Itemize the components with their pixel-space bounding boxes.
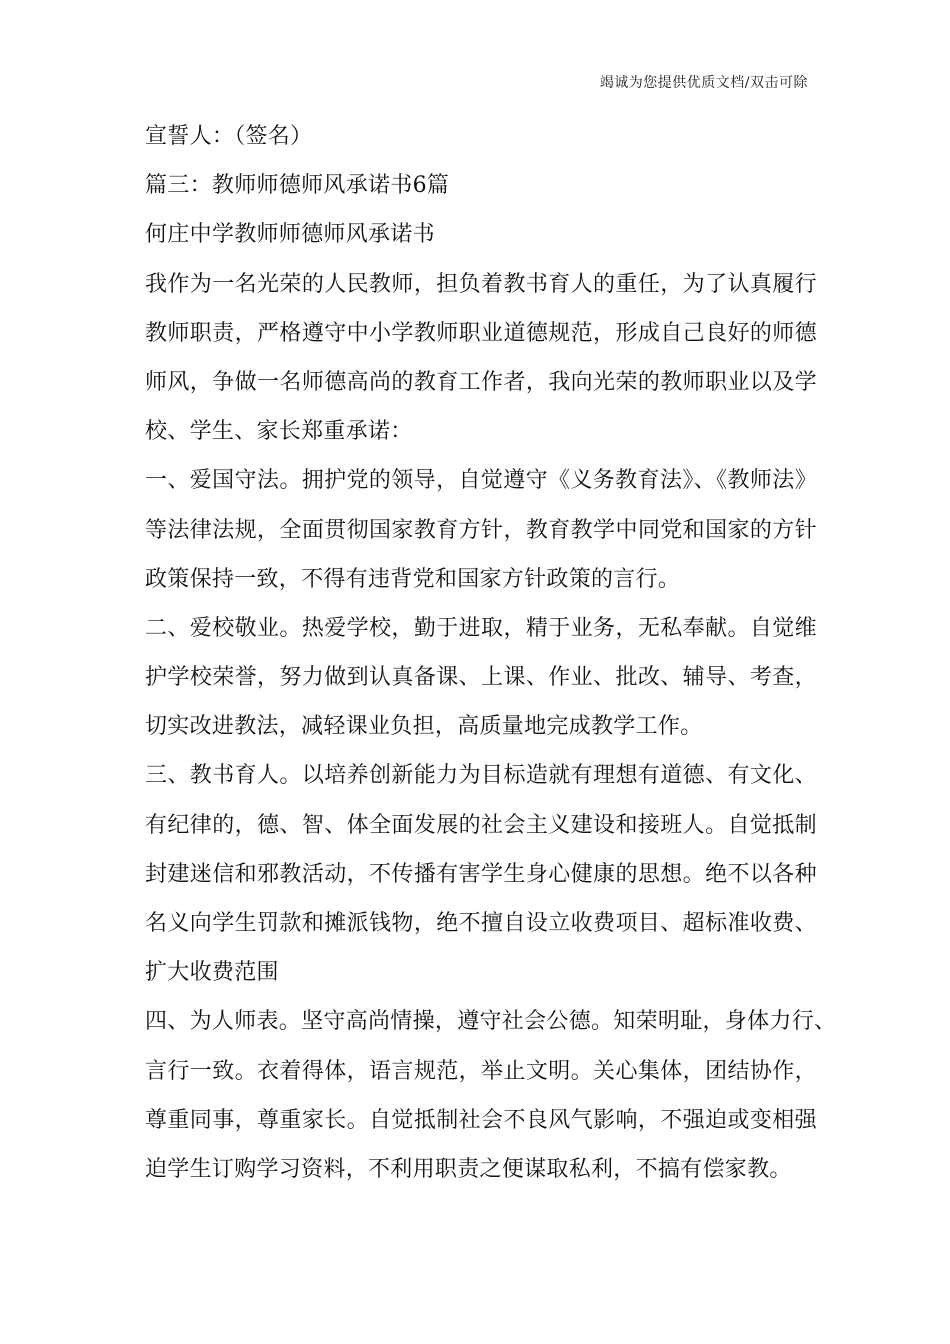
- pledge-1-line: 等法律法规，全面贯彻国家教育方针，教育教学中同党和国家的方针: [145, 517, 817, 543]
- intro-paragraph-line: 教师职责，严格遵守中小学教师职业道德规范，形成自己良好的师德: [145, 320, 817, 346]
- section-title: 篇三：教师师德师风承诺书6篇: [145, 173, 450, 199]
- oath-signature-line: 宣誓人：（签名）: [145, 124, 313, 149]
- pledge-3-line: 名义向学生罚款和摊派钱物，绝不擅自设立收费项目、超标准收费、: [145, 911, 817, 936]
- pledge-2-line: 二、爱校敬业。热爱学校，勤于进取，精于业务，无私奉献。自觉维: [145, 615, 817, 641]
- header-note: 竭诚为您提供优质文档/双击可除: [599, 75, 808, 91]
- pledge-4-line: 尊重同事，尊重家长。自觉抵制社会不良风气影响，不强迫或变相强: [145, 1107, 817, 1133]
- pledge-3-line: 有纪律的，德、智、体全面发展的社会主义建设和接班人。自觉抵制: [145, 812, 817, 838]
- pledge-2-line: 切实改进教法，减轻课业负担，高质量地完成教学工作。: [145, 714, 703, 740]
- intro-paragraph-line: 师风，争做一名师德高尚的教育工作者，我向光荣的教师职业以及学: [145, 369, 817, 395]
- pledge-3-line: 封建迷信和邪教活动，不传播有害学生身心健康的思想。绝不以各种: [145, 861, 817, 887]
- pledge-2-line: 护学校荣誉，努力做到认真备课、上课、作业、批改、辅导、考查，: [145, 665, 817, 691]
- pledge-4-line: 四、为人师表。坚守高尚情操，遵守社会公德。知荣明耻，身体力行、: [145, 1009, 837, 1035]
- pledge-3-line: 扩大收费范围: [145, 960, 279, 986]
- intro-paragraph-line: 校、学生、家长郑重承诺：: [145, 419, 413, 445]
- pledge-4-line: 迫学生订购学习资料，不利用职责之便谋取私利，不搞有偿家教。: [145, 1156, 792, 1182]
- pledge-4-line: 言行一致。衣着得体，语言规范，举止文明。关心集体，团结协作，: [145, 1058, 817, 1084]
- document-body: [145, 112, 837, 1194]
- pledge-1-line: 政策保持一致，不得有违背党和国家方针政策的言行。: [145, 566, 681, 592]
- document-title: 何庄中学教师师德师风承诺书: [145, 222, 435, 248]
- pledge-3-line: 三、教书育人。以培养创新能力为目标造就有理想有道德、有文化、: [145, 763, 817, 789]
- pledge-1-line: 一、爱国守法。拥护党的领导，自觉遵守《义务教育法》、《教师法》: [145, 468, 817, 494]
- intro-paragraph-line: 我作为一名光荣的人民教师，担负着教书育人的重任，为了认真履行: [145, 271, 817, 297]
